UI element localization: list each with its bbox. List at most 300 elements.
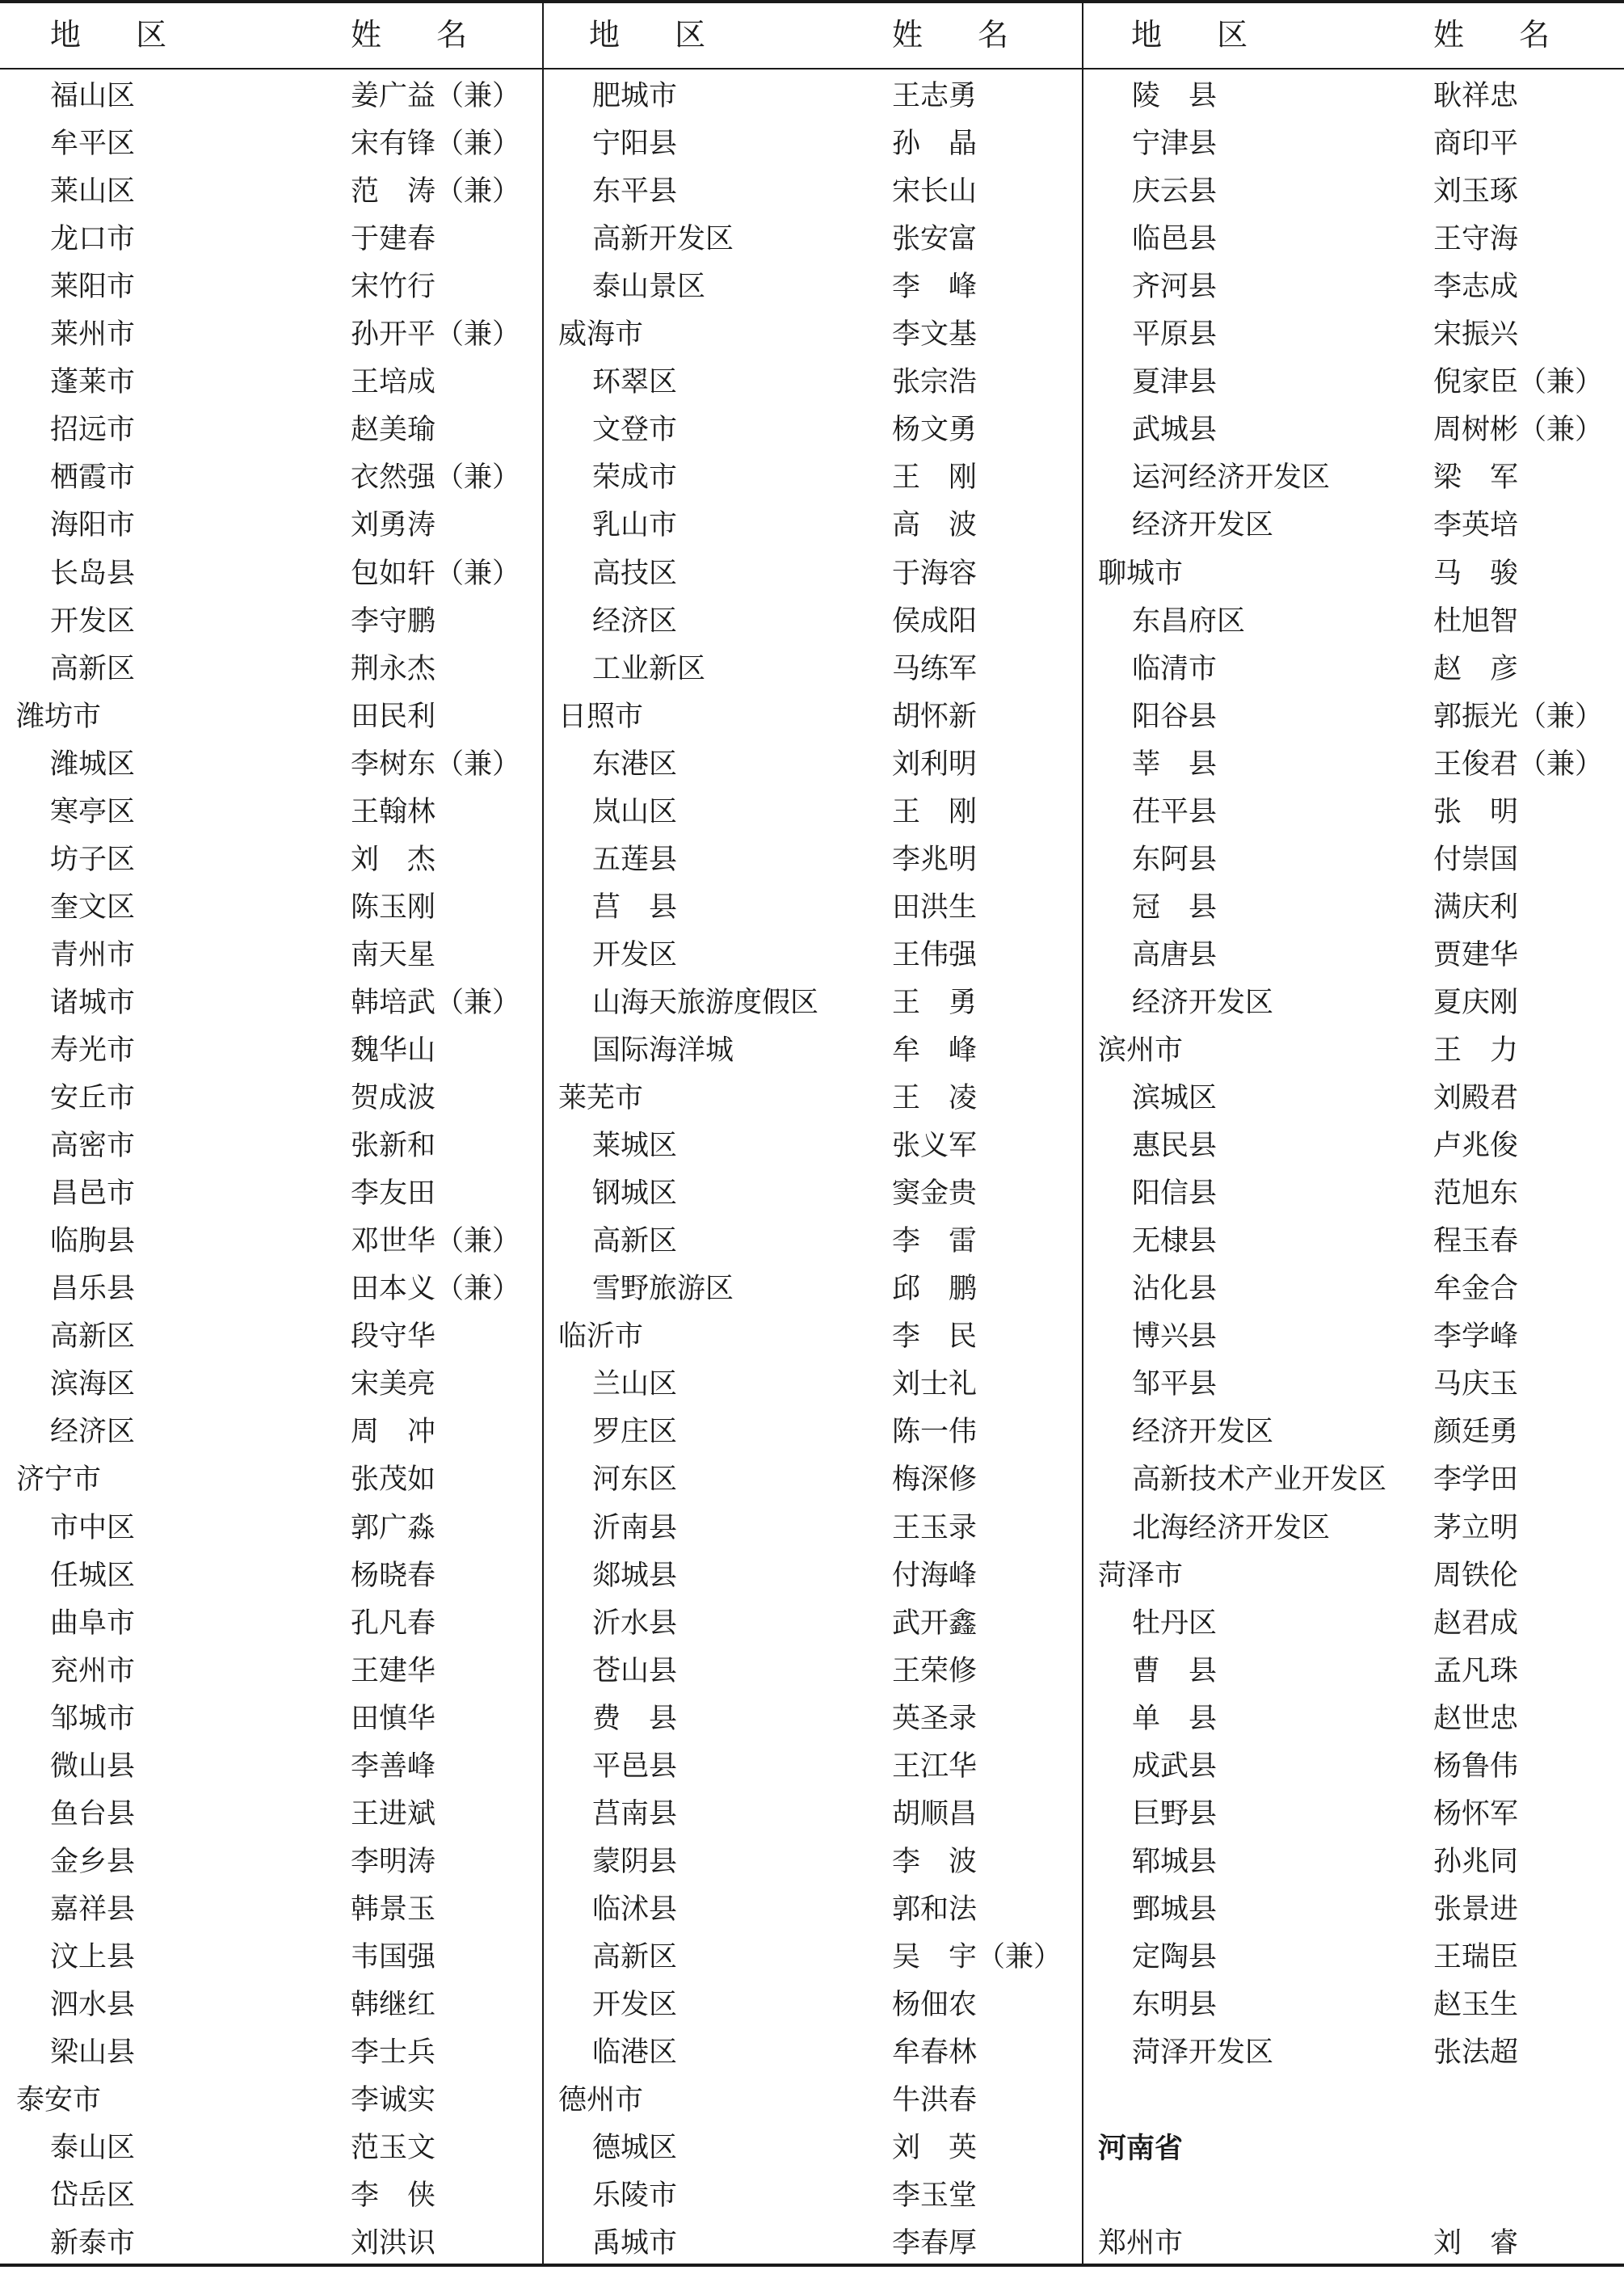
person-name: 窦金贵 (892, 1177, 978, 1211)
table-row (544, 502, 1082, 550)
person-name: 刘 睿 (1433, 2227, 1519, 2260)
region-name: 岚山区 (592, 795, 678, 828)
table-row (544, 1934, 1082, 1982)
person-name: 李学田 (1433, 1463, 1519, 1497)
region-name: 坊子区 (50, 843, 136, 876)
person-name: 耿祥忠 (1433, 80, 1519, 112)
table-row (0, 979, 542, 1027)
region-name: 莱芜市 (558, 1082, 644, 1115)
table-row (544, 1313, 1082, 1361)
region-name: 雪野旅游区 (592, 1273, 734, 1306)
header-name: 姓 名 (892, 17, 1032, 53)
header-region: 地 区 (50, 17, 190, 53)
person-name: 王建华 (351, 1654, 436, 1687)
person-name: 刘士礼 (892, 1368, 978, 1401)
region-name: 开发区 (592, 938, 678, 971)
table-row (0, 1982, 542, 2029)
person-name: 王翰林 (351, 795, 436, 828)
region-name: 梁山县 (50, 2036, 136, 2070)
table-row (1083, 1648, 1624, 1695)
table-row (544, 1170, 1082, 1218)
header-region: 地 区 (589, 17, 729, 53)
region-name: 庆云县 (1132, 175, 1218, 208)
region-name: 曲阜市 (50, 1607, 136, 1640)
table-row (544, 216, 1082, 263)
person-name: 王瑞臣 (1433, 1940, 1519, 1973)
table-row (544, 1982, 1082, 2029)
person-name: 李 波 (892, 1845, 978, 1878)
person-name: 王俊君（兼） (1433, 748, 1604, 781)
person-name: 李兆明 (892, 843, 978, 876)
person-name: 宋竹行 (351, 271, 436, 304)
table-row (1083, 1266, 1624, 1313)
table-row (0, 263, 542, 311)
person-name: 吴 宇（兼） (892, 1940, 1062, 1973)
person-name: 赵世忠 (1433, 1702, 1519, 1735)
table-row (1083, 550, 1624, 598)
region-name: 宁阳县 (592, 128, 678, 161)
region-name: 工业新区 (592, 652, 706, 685)
person-name: 邱 鹏 (892, 1273, 978, 1306)
region-name: 五莲县 (592, 843, 678, 876)
region-name: 荣成市 (592, 461, 678, 495)
region-name: 滨城区 (1132, 1082, 1218, 1115)
table-row (544, 789, 1082, 836)
table-row (0, 1218, 542, 1266)
region-name: 北海经济开发区 (1132, 1511, 1331, 1544)
region-name: 任城区 (50, 1559, 136, 1592)
person-name: 李友田 (351, 1177, 436, 1211)
table-row (544, 1122, 1082, 1170)
region-name: 郓城县 (1132, 1845, 1218, 1878)
region-name: 兖州市 (50, 1654, 136, 1687)
person-name: 范 涛（兼） (351, 175, 521, 208)
region-name: 青州市 (50, 938, 136, 971)
region-name: 宁津县 (1132, 128, 1218, 161)
table-row (1083, 836, 1624, 884)
person-name: 包如轩（兼） (351, 557, 521, 590)
person-name: 刘利明 (892, 748, 978, 781)
table-row (0, 2029, 542, 2077)
table-row (1083, 263, 1624, 311)
region-name: 东平县 (592, 175, 678, 208)
person-name: 赵君成 (1433, 1607, 1519, 1640)
table-row (544, 263, 1082, 311)
region-name: 环翠区 (592, 366, 678, 399)
person-name: 李明涛 (351, 1845, 436, 1878)
table-row (0, 836, 542, 884)
table-row (1083, 311, 1624, 359)
person-name: 周铁伦 (1433, 1559, 1519, 1592)
region-name: 高新区 (50, 1320, 136, 1354)
table-row (0, 1409, 542, 1456)
table-row (544, 932, 1082, 979)
table-row (544, 1838, 1082, 1886)
region-name: 惠民县 (1132, 1130, 1218, 1163)
table-row (0, 1600, 542, 1648)
table-row (544, 2172, 1082, 2220)
region-name: 威海市 (558, 318, 644, 352)
table-row (1083, 693, 1624, 741)
table-row (0, 1456, 542, 1504)
table-row (1083, 2029, 1624, 2077)
table-row (1083, 502, 1624, 550)
person-name: 胡顺昌 (892, 1797, 978, 1830)
person-name: 刘洪识 (351, 2227, 436, 2260)
region-name: 费 县 (592, 1702, 678, 1735)
region-name: 菏泽开发区 (1132, 2036, 1274, 2070)
table-row (544, 1361, 1082, 1409)
region-name: 武城县 (1132, 414, 1218, 447)
person-name: 于海容 (892, 557, 978, 590)
region-name: 福山区 (50, 80, 136, 112)
region-name: 龙口市 (50, 223, 136, 256)
person-name: 邓世华（兼） (351, 1225, 521, 1258)
table-row (1083, 1505, 1624, 1552)
table-row (544, 1456, 1082, 1504)
region-name: 高唐县 (1132, 938, 1218, 971)
table-row (1083, 1838, 1624, 1886)
person-name: 王江华 (892, 1750, 978, 1783)
region-name: 鄄城县 (1132, 1893, 1218, 1926)
table-row (544, 359, 1082, 406)
person-name: 李春厚 (892, 2227, 978, 2260)
person-name: 马 骏 (1433, 557, 1519, 590)
table-row (544, 406, 1082, 454)
table-row (1083, 1218, 1624, 1266)
person-name: 韩培武（兼） (351, 986, 521, 1019)
table-row (0, 311, 542, 359)
table-row (544, 1695, 1082, 1743)
person-name: 赵 彦 (1433, 652, 1519, 685)
region-name: 高密市 (50, 1130, 136, 1163)
table-row (1083, 1409, 1624, 1456)
region-name: 招远市 (50, 414, 136, 447)
table-row (0, 1313, 542, 1361)
table-row (544, 1600, 1082, 1648)
region-name: 莱山区 (50, 175, 136, 208)
table-column-2 (544, 0, 1082, 2267)
region-name: 高新区 (592, 1225, 678, 1258)
region-name: 阳谷县 (1132, 700, 1218, 733)
person-name: 李玉堂 (892, 2179, 978, 2213)
person-name: 李 雷 (892, 1225, 978, 1258)
person-name: 商印平 (1433, 128, 1519, 161)
region-name: 钢城区 (592, 1177, 678, 1211)
region-name: 禹城市 (592, 2227, 678, 2260)
table-row (0, 359, 542, 406)
person-name: 张义军 (892, 1130, 978, 1163)
region-name: 高新开发区 (592, 223, 734, 256)
table-row (544, 693, 1082, 741)
table-row (544, 979, 1082, 1027)
person-name: 牟金合 (1433, 1273, 1519, 1306)
region-name: 成武县 (1132, 1750, 1218, 1783)
region-name: 茌平县 (1132, 795, 1218, 828)
person-name: 付崇国 (1433, 843, 1519, 876)
person-name: 胡怀新 (892, 700, 978, 733)
region-name: 曹 县 (1132, 1654, 1218, 1687)
table-row (0, 2220, 542, 2268)
person-name: 赵玉生 (1433, 1989, 1519, 2021)
table-row (1083, 1170, 1624, 1218)
person-name: 李 侠 (351, 2179, 436, 2213)
region-name: 昌乐县 (50, 1273, 136, 1306)
table-row (1083, 1456, 1624, 1504)
person-name: 王进斌 (351, 1797, 436, 1830)
table-row (0, 168, 542, 216)
region-name: 邹城市 (50, 1702, 136, 1735)
table-row (544, 454, 1082, 502)
person-name: 牛洪春 (892, 2084, 978, 2117)
person-name: 韦国强 (351, 1940, 436, 1973)
region-name: 莘 县 (1132, 748, 1218, 781)
header-name: 姓 名 (351, 17, 490, 53)
region-name: 德城区 (592, 2132, 678, 2165)
person-name: 茅立明 (1433, 1511, 1519, 1544)
person-name: 武开鑫 (892, 1607, 978, 1640)
table-row (1083, 2220, 1624, 2268)
table-row (0, 789, 542, 836)
table-row (544, 1218, 1082, 1266)
table-row (0, 1648, 542, 1695)
region-name: 乳山市 (592, 509, 678, 542)
region-name: 平邑县 (592, 1750, 678, 1783)
person-name: 刘 英 (892, 2132, 978, 2165)
person-name: 卢兆俊 (1433, 1130, 1519, 1163)
region-name: 嘉祥县 (50, 1893, 136, 1926)
table-row (1083, 359, 1624, 406)
table-row (1083, 1552, 1624, 1600)
person-name: 陈一伟 (892, 1416, 978, 1449)
region-name: 博兴县 (1132, 1320, 1218, 1354)
person-name: 周树彬（兼） (1433, 414, 1604, 447)
person-name: 牟春林 (892, 2036, 978, 2070)
region-name: 肥城市 (592, 80, 678, 112)
person-name: 王 力 (1433, 1034, 1519, 1067)
person-name: 李士兵 (351, 2036, 436, 2070)
table-row (0, 502, 542, 550)
province-name: 河南省 (1098, 2132, 1184, 2166)
person-name: 韩继红 (351, 1989, 436, 2021)
person-name: 宋美亮 (351, 1368, 436, 1401)
person-name: 田本义（兼） (351, 1273, 521, 1306)
person-name: 张景进 (1433, 1893, 1519, 1926)
region-name: 蓬莱市 (50, 366, 136, 399)
table-row (1083, 406, 1624, 454)
region-name: 山海天旅游度假区 (592, 986, 819, 1019)
person-name: 贺成波 (351, 1082, 436, 1115)
table-row (0, 932, 542, 979)
region-name: 经济开发区 (1132, 1416, 1274, 1449)
table-row (544, 2125, 1082, 2172)
person-name: 韩景玉 (351, 1893, 436, 1926)
table-column-1 (0, 0, 542, 2267)
person-name: 王 刚 (892, 461, 978, 495)
person-name: 范旭东 (1433, 1177, 1519, 1211)
table-row (1083, 168, 1624, 216)
table-row (0, 598, 542, 646)
person-name: 段守华 (351, 1320, 436, 1354)
region-name: 高技区 (592, 557, 678, 590)
region-name: 奎文区 (50, 891, 136, 924)
region-name: 郑州市 (1098, 2227, 1184, 2260)
spacer-row (1083, 2077, 1624, 2125)
person-name: 刘玉琢 (1433, 175, 1519, 208)
person-name: 刘 杰 (351, 843, 436, 876)
table-row (0, 216, 542, 263)
region-name: 安丘市 (50, 1082, 136, 1115)
table-row (544, 1743, 1082, 1791)
table-row (544, 2077, 1082, 2125)
person-name: 高 波 (892, 509, 978, 542)
person-name: 贾建华 (1433, 938, 1519, 971)
table-row (544, 2220, 1082, 2268)
region-name: 东港区 (592, 748, 678, 781)
table-row (544, 598, 1082, 646)
region-name: 昌邑市 (50, 1177, 136, 1211)
table-row (0, 1027, 542, 1075)
region-name: 寿光市 (50, 1034, 136, 1067)
region-name: 兰山区 (592, 1368, 678, 1401)
person-name: 英圣录 (892, 1702, 978, 1735)
region-name: 阳信县 (1132, 1177, 1218, 1211)
person-name: 姜广益（兼） (351, 80, 521, 112)
region-name: 高新技术产业开发区 (1132, 1463, 1387, 1497)
person-name: 李英培 (1433, 509, 1519, 542)
region-name: 沂水县 (592, 1607, 678, 1640)
person-name: 倪家臣（兼） (1433, 366, 1604, 399)
region-name: 栖霞市 (50, 461, 136, 495)
table-row (1083, 1886, 1624, 1934)
region-name: 微山县 (50, 1750, 136, 1783)
person-name: 梁 军 (1433, 461, 1519, 495)
table-row (544, 1552, 1082, 1600)
table-row (544, 73, 1082, 120)
table-row (544, 1266, 1082, 1313)
region-name: 定陶县 (1132, 1940, 1218, 1973)
region-name: 长岛县 (50, 557, 136, 590)
person-name: 程玉春 (1433, 1225, 1519, 1258)
region-name: 滨海区 (50, 1368, 136, 1401)
table-row (544, 884, 1082, 932)
table-row (1083, 1791, 1624, 1838)
table-row (1083, 646, 1624, 693)
region-name: 高新区 (50, 652, 136, 685)
region-name: 夏津县 (1132, 366, 1218, 399)
person-name: 郭广淼 (351, 1511, 436, 1544)
region-name: 国际海洋城 (592, 1034, 734, 1067)
person-name: 宋长山 (892, 175, 978, 208)
person-name: 李志成 (1433, 271, 1519, 304)
table-row (1083, 1743, 1624, 1791)
region-name: 冠 县 (1132, 891, 1218, 924)
region-name: 邹平县 (1132, 1368, 1218, 1401)
region-name: 金乡县 (50, 1845, 136, 1878)
person-name: 衣然强（兼） (351, 461, 521, 495)
person-name: 陈玉刚 (351, 891, 436, 924)
region-name: 东明县 (1132, 1989, 1218, 2021)
person-name: 田慎华 (351, 1702, 436, 1735)
table-row (1083, 1982, 1624, 2029)
person-name: 满庆利 (1433, 891, 1519, 924)
region-name: 新泰市 (50, 2227, 136, 2260)
region-name: 临港区 (592, 2036, 678, 2070)
table-row (0, 73, 542, 120)
person-name: 王培成 (351, 366, 436, 399)
table-row (1083, 789, 1624, 836)
region-name: 济宁市 (16, 1463, 102, 1497)
region-name: 临清市 (1132, 652, 1218, 685)
table-row (544, 646, 1082, 693)
person-name: 荆永杰 (351, 652, 436, 685)
person-name: 牟 峰 (892, 1034, 978, 1067)
region-name: 临朐县 (50, 1225, 136, 1258)
person-name: 侯成阳 (892, 604, 978, 638)
table-row (0, 1695, 542, 1743)
person-name: 颜廷勇 (1433, 1416, 1519, 1449)
table-row (544, 1409, 1082, 1456)
person-name: 孔凡春 (351, 1607, 436, 1640)
table-row (1083, 1122, 1624, 1170)
person-name: 付海峰 (892, 1559, 978, 1592)
region-name: 莱城区 (592, 1130, 678, 1163)
person-name: 李文基 (892, 318, 978, 352)
region-name: 平原县 (1132, 318, 1218, 352)
region-name: 罗庄区 (592, 1416, 678, 1449)
person-name: 王守海 (1433, 223, 1519, 256)
region-name: 市中区 (50, 1511, 136, 1544)
table-row (1083, 884, 1624, 932)
region-name: 泗水县 (50, 1989, 136, 2021)
region-name: 海阳市 (50, 509, 136, 542)
table-row (0, 884, 542, 932)
region-name: 东阿县 (1132, 843, 1218, 876)
table-column-3 (1083, 0, 1624, 2267)
person-name: 田洪生 (892, 891, 978, 924)
table-row (544, 2029, 1082, 2077)
person-name: 张新和 (351, 1130, 436, 1163)
table-row (1083, 741, 1624, 789)
table-row (0, 1122, 542, 1170)
region-name: 寒亭区 (50, 795, 136, 828)
person-name: 周 冲 (351, 1416, 436, 1449)
person-name: 张安富 (892, 223, 978, 256)
header-region: 地 区 (1131, 17, 1271, 53)
table-row (544, 168, 1082, 216)
person-name: 郭和法 (892, 1893, 978, 1926)
region-name: 文登市 (592, 414, 678, 447)
region-name: 无棣县 (1132, 1225, 1218, 1258)
person-name: 王 刚 (892, 795, 978, 828)
person-name: 刘勇涛 (351, 509, 436, 542)
region-name: 乐陵市 (592, 2179, 678, 2213)
person-name: 王荣修 (892, 1654, 978, 1687)
person-name: 马庆玉 (1433, 1368, 1519, 1401)
table-row (0, 1170, 542, 1218)
person-name: 杨文勇 (892, 414, 978, 447)
table-row (544, 1027, 1082, 1075)
table-row (544, 1886, 1082, 1934)
table-row (0, 1838, 542, 1886)
person-name: 杨晓春 (351, 1559, 436, 1592)
region-name: 泰安市 (16, 2084, 102, 2117)
region-name: 泰山区 (50, 2132, 136, 2165)
table-row (1083, 1600, 1624, 1648)
table-row (1083, 1027, 1624, 1075)
table-row (0, 454, 542, 502)
person-name: 杨鲁伟 (1433, 1750, 1519, 1783)
